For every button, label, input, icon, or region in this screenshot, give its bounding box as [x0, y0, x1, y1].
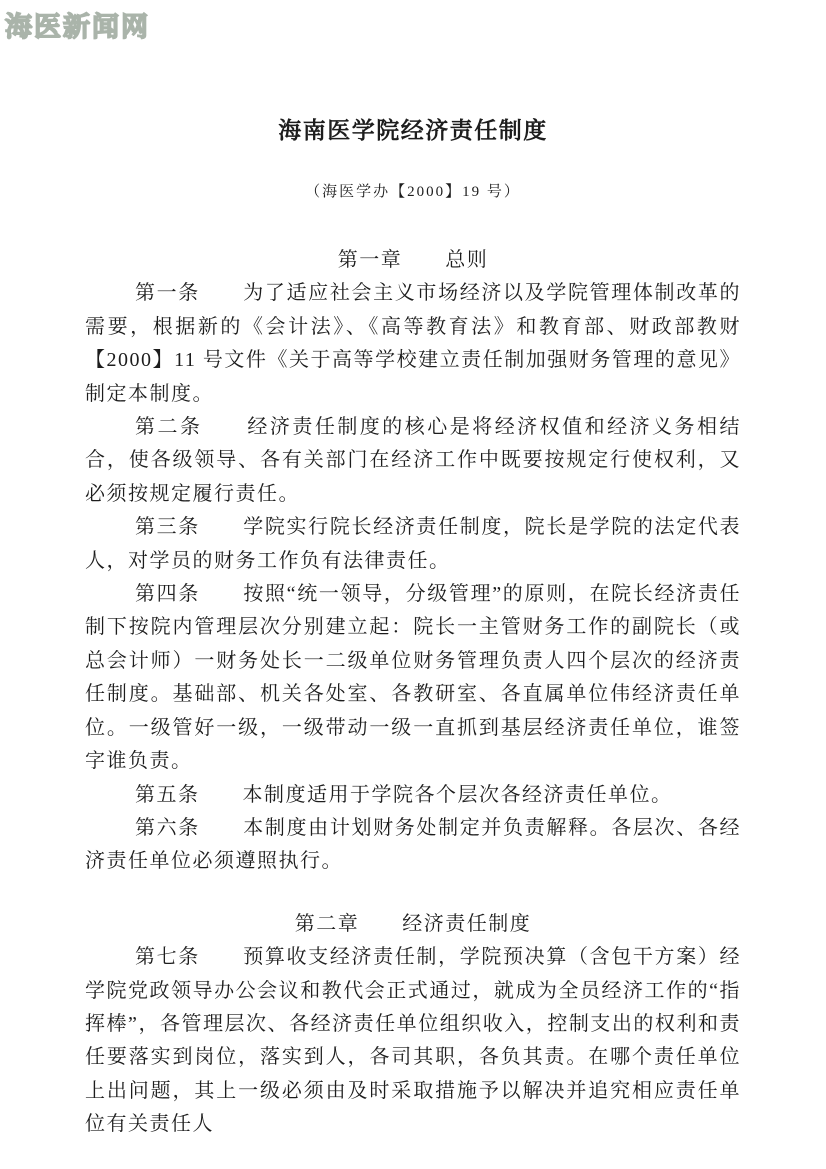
chapter-heading-2: 第二章 经济责任制度	[294, 912, 532, 935]
paragraph-article-1: 第一条 为了适应社会主义市场经济以及学院管理体制改革的需要，根据新的《会计法》、《高等教育法》和教育部、财政部教财【2000】11 号文件《关于高等学校建立责任制加强财务管理的意见》制定本制度。	[85, 282, 741, 405]
paragraph-article-5: 第五条 本制度适用于学院各个层次各经济责任单位。	[135, 783, 673, 806]
paragraph-article-3: 第三条 学院实行院长经济责任制度，院长是学院的法定代表人，对学员的财务工作负有法律责任。	[85, 516, 741, 572]
paragraph-article-6: 第六条 本制度由计划财务处制定并负责解释。各层次、各经济责任单位必须遵照执行。	[85, 816, 741, 873]
doc-number: （海医学办【2000】19 号）	[305, 184, 521, 200]
paragraph-article-4: 第四条 按照“统一领导，分级管理”的原则，在院长经济责任制下按院内管理层次分别建立起：院长一主管财务工作的副院长（或总会计师）一财务处长一二级单位财务管理负责人四个层次的经济责任制度。基础部、机关各处室、各教研室、各直属单位伟经济责任单位。一级管好一级，一级带动一级一直抓到基层经济责任单位，谁签字谁负责。	[85, 583, 741, 773]
document-page	[85, 0, 741, 1142]
paragraph-article-2: 第二条 经济责任制度的核心是将经济权值和经济义务相结合，使各级领导、各有关部门在经济工作中既要按规定行使权利，又必须按规定履行责任。	[85, 416, 741, 505]
paragraph-article-7: 第七条 预算收支经济责任制，学院预决算（含包干方案）经学院党政领导办公会议和教代会正式通过，就成为全员经济工作的“指挥棒”，各管理层次、各经济责任单位组织收入，控制支出的权利和责任要落实到岗位，落实到人，各司其职，各负其责。在哪个责任单位上出问题，其上一级必须由及时采取措施予以解决并追究相应责任单位有关责任人	[85, 946, 741, 1136]
site-watermark: 海医新闻网	[5, 12, 150, 43]
page-title: 海南医学院经济责任制度	[278, 118, 548, 143]
chapter-heading-1: 第一章 总则	[337, 249, 489, 271]
